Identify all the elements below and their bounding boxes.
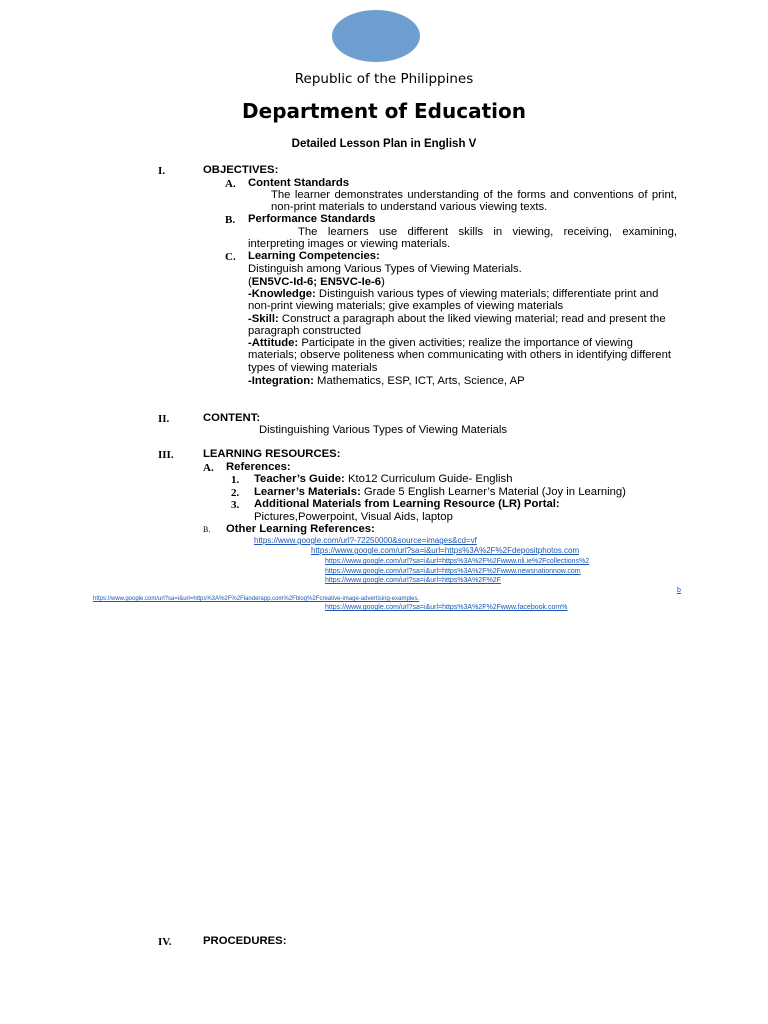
reference-item-label: Learner’s Materials: bbox=[254, 486, 361, 498]
reference-link[interactable]: https://www.google.com/url?sa=i&url=https%3A%2F%2Fwww.facebook.com% bbox=[325, 604, 568, 611]
learning-competencies-text: Distinguish among Various Types of Viewing Materials. bbox=[248, 263, 522, 275]
other-references-label: Other Learning References: bbox=[226, 523, 375, 535]
integration-label: -Integration: bbox=[248, 375, 314, 387]
skill-label: -Skill: bbox=[248, 313, 279, 325]
content-text: Distinguishing Various Types of Viewing Materials bbox=[259, 424, 508, 436]
learning-competencies-label: Learning Competencies: bbox=[248, 250, 380, 262]
resources-numeral: III. bbox=[158, 449, 174, 461]
reference-item-number: 3. bbox=[231, 499, 240, 511]
references-label: References: bbox=[226, 461, 291, 473]
attitude-text: Participate in the given activities; realize the importance of viewing materials; observe politeness when communicating with others in identifying different types of viewing materials bbox=[248, 337, 672, 374]
reference-item-text: Grade 5 English Learner’s Material (Joy in Learning) bbox=[363, 486, 626, 498]
learning-competencies-letter: C. bbox=[225, 251, 236, 263]
content-standards-text: The learner demonstrates understanding of the forms and conventions of print, non-print materials to understand various viewing texts. bbox=[271, 189, 677, 214]
reference-link[interactable]: https://www.google.com/url?sa=i&url=https%3A%2F%2Fwww.newsnationnow.com bbox=[325, 568, 581, 575]
reference-item bbox=[254, 486, 626, 498]
reference-item-number: 1. bbox=[231, 474, 240, 486]
attitude-objective bbox=[248, 337, 678, 374]
objectives-heading: OBJECTIVES: bbox=[203, 164, 279, 176]
content-heading: CONTENT: bbox=[203, 412, 261, 424]
references-letter: A. bbox=[203, 462, 214, 474]
reference-link[interactable]: https://www.google.com/url?-72250000&source=images&cd=vf bbox=[254, 536, 477, 545]
reference-link[interactable]: b bbox=[677, 587, 681, 594]
content-numeral: II. bbox=[158, 413, 170, 425]
skill-text: Construct a paragraph about the liked viewing material; read and present the paragraph constructed bbox=[248, 313, 666, 338]
content-standards-letter: A. bbox=[225, 178, 236, 190]
reference-item-text: Pictures,Powerpoint, Visual Aids, laptop bbox=[254, 511, 453, 523]
performance-standards-label: Performance Standards bbox=[248, 213, 376, 225]
skill-objective bbox=[248, 313, 668, 338]
other-references-letter: B. bbox=[203, 525, 211, 534]
reference-item-number: 2. bbox=[231, 487, 240, 499]
procedures-numeral: IV. bbox=[158, 936, 172, 948]
department-title: Department of Education bbox=[242, 99, 526, 123]
reference-item-label: Additional Materials from Learning Resource (LR) Portal: bbox=[254, 498, 560, 510]
reference-link[interactable]: https://www.google.com/url?sa=i&url=https%3A%2F%2Fwww.nli.ie%2Fcollections%2 bbox=[325, 558, 590, 565]
knowledge-objective bbox=[248, 288, 678, 313]
integration-objective bbox=[248, 375, 525, 387]
attitude-label: -Attitude: bbox=[248, 337, 299, 349]
integration-text: Mathematics, ESP, ICT, Arts, Science, AP bbox=[317, 375, 525, 387]
performance-standards-text: The learners use different skills in viewing, receiving, examining, interpreting images or viewing materials. bbox=[248, 226, 677, 251]
reference-item bbox=[254, 473, 512, 485]
lesson-plan-title: Detailed Lesson Plan in English V bbox=[291, 138, 477, 150]
resources-heading: LEARNING RESOURCES: bbox=[203, 448, 341, 460]
objectives-numeral: I. bbox=[158, 165, 166, 177]
knowledge-label: -Knowledge: bbox=[248, 288, 316, 300]
reference-item-text: Kto12 Curriculum Guide- English bbox=[347, 473, 513, 485]
reference-item-label: Teacher’s Guide: bbox=[254, 473, 345, 485]
reference-link[interactable]: https://www.google.com/url?sa=i&url=https%3A%2F%2F bbox=[325, 577, 501, 584]
country-heading: Republic of the Philippines bbox=[294, 71, 474, 87]
knowledge-text: Distinguish various types of viewing materials; differentiate print and non-print viewing materials; give examples of viewing materials bbox=[248, 288, 659, 313]
content-standards-label: Content Standards bbox=[248, 177, 350, 189]
competency-codes-value: EN5VC-Id-6; EN5VC-Ie-6 bbox=[251, 276, 382, 288]
deped-seal-logo bbox=[332, 10, 420, 62]
competency-codes: (EN5VC-Id-6; EN5VC-Ie-6) bbox=[248, 276, 385, 288]
procedures-heading: PROCEDURES: bbox=[203, 935, 287, 947]
reference-link[interactable]: https://www.google.com/url?sa=i&url=https%3A%2F%2Fdepositphotos.com bbox=[311, 546, 580, 555]
reference-link[interactable]: https://www.google.com/url?sa=i&url=https%3A%2F%2Flanderapp.com%2Fblog%2Fcreative-image-advertising-examples. bbox=[93, 596, 420, 602]
performance-standards-letter: B. bbox=[225, 214, 236, 226]
